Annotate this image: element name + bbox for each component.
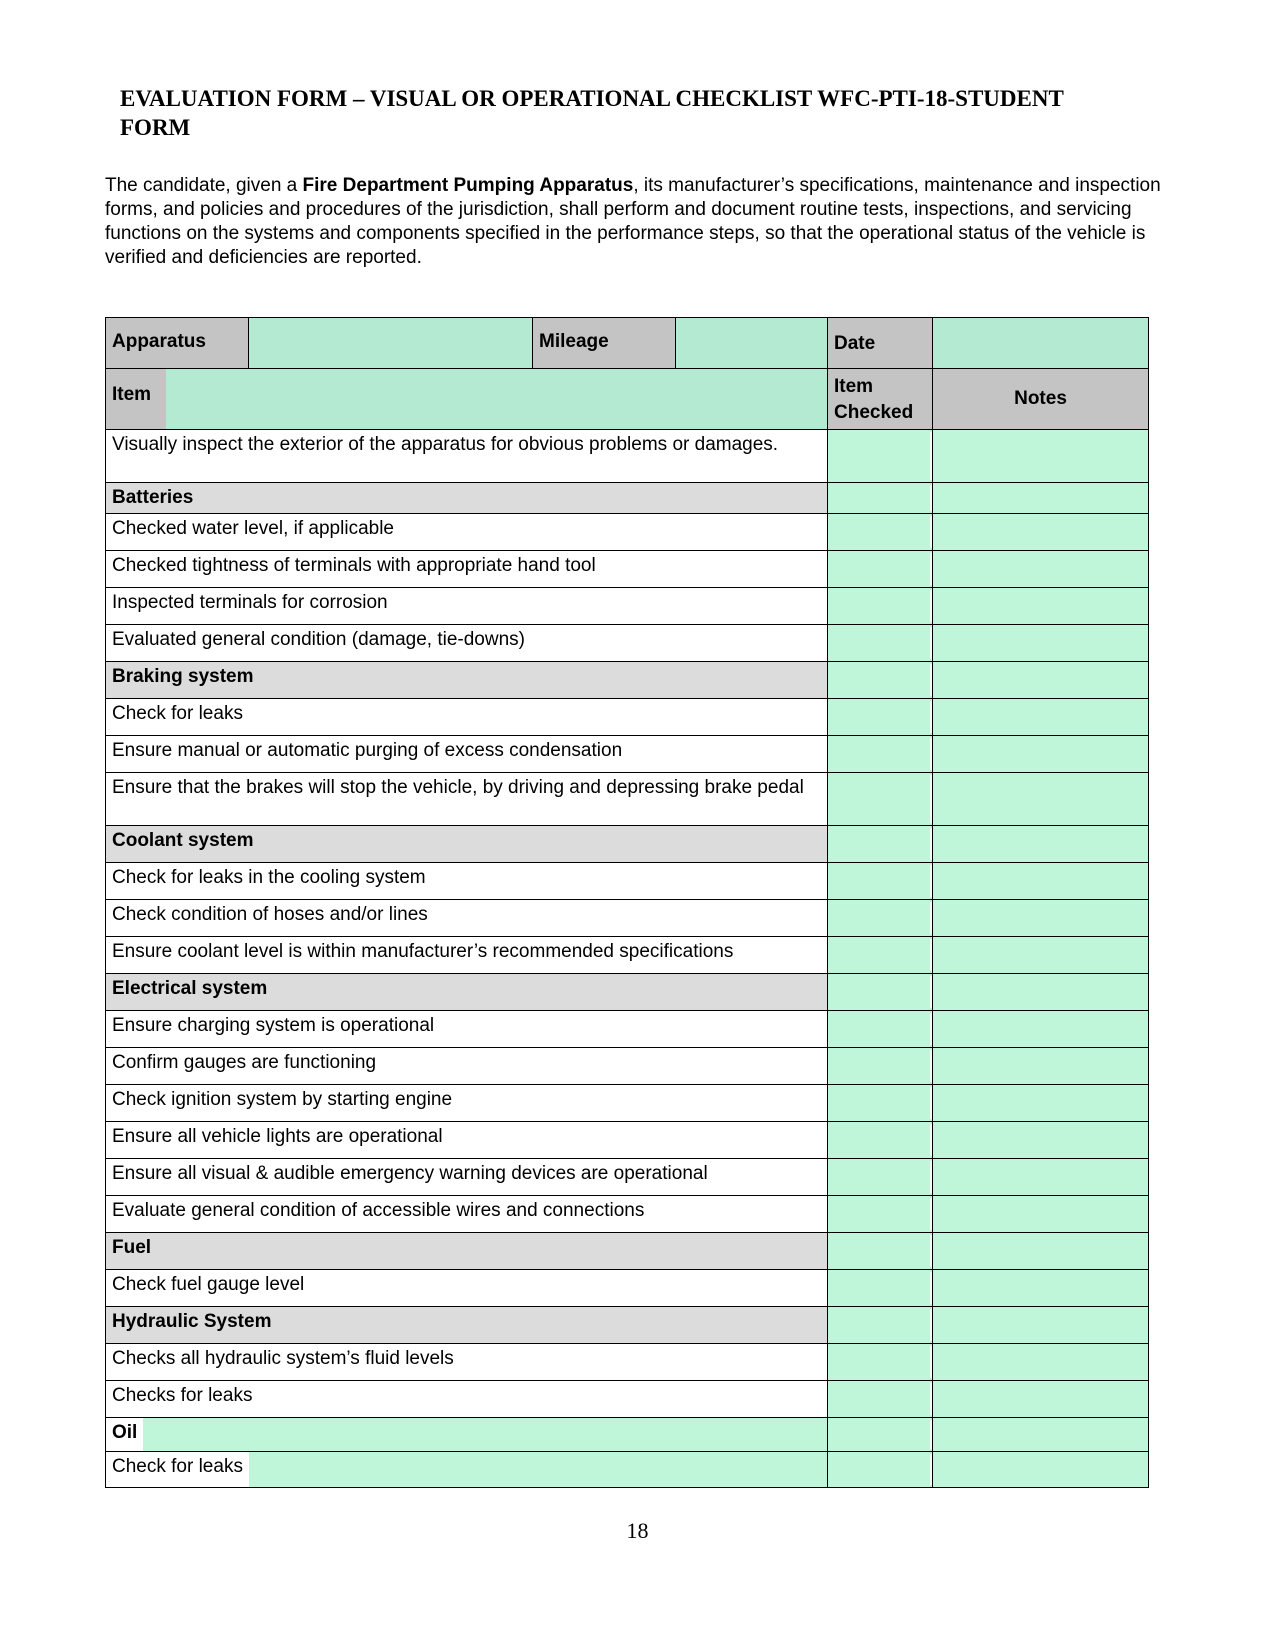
table-row — [106, 900, 1148, 937]
item-checked-field[interactable] — [828, 1233, 933, 1269]
notes-field[interactable] — [933, 551, 1148, 587]
table-row — [106, 699, 1148, 736]
section-title: Coolant system — [106, 826, 828, 862]
table-row — [106, 1085, 1148, 1122]
section-row — [106, 974, 1148, 1011]
mileage-label: Mileage — [533, 318, 676, 368]
page-number: 18 — [626, 1518, 649, 1543]
item-text: Check fuel gauge level — [106, 1270, 828, 1306]
item-checked-field[interactable] — [828, 1418, 933, 1451]
section-row — [106, 483, 1148, 514]
item-text: Ensure all visual & audible emergency warning devices are operational — [106, 1159, 828, 1195]
notes-field[interactable] — [933, 1011, 1148, 1047]
item-text: Oil — [112, 1422, 138, 1443]
item-header-field[interactable] — [166, 369, 828, 429]
item-checked-field[interactable] — [828, 937, 933, 973]
item-checked-field[interactable] — [828, 430, 933, 482]
table-row — [106, 514, 1148, 551]
item-checked-field[interactable] — [828, 588, 933, 624]
table-row — [106, 551, 1148, 588]
section-row — [106, 1418, 1148, 1452]
item-column-label: Item — [106, 369, 166, 429]
notes-field[interactable] — [933, 1344, 1148, 1380]
item-text: Ensure charging system is operational — [106, 1011, 828, 1047]
mileage-field[interactable] — [676, 318, 828, 368]
section-title: Braking system — [106, 662, 828, 698]
date-field[interactable] — [933, 318, 1148, 368]
notes-field[interactable] — [933, 430, 1148, 482]
item-checked-field[interactable] — [828, 483, 933, 513]
section-title: Hydraulic System — [106, 1307, 828, 1343]
section-row — [106, 1307, 1148, 1344]
date-label: Date — [828, 318, 933, 368]
item-cell — [106, 1418, 828, 1451]
item-checked-field[interactable] — [828, 1011, 933, 1047]
notes-field[interactable] — [933, 514, 1148, 550]
table-row — [106, 430, 1148, 483]
item-checked-field[interactable] — [828, 1085, 933, 1121]
table-row — [106, 1048, 1148, 1085]
item-text: Evaluate general condition of accessible wires and connections — [106, 1196, 828, 1232]
item-checked-field[interactable] — [828, 1344, 933, 1380]
table-row — [106, 625, 1148, 662]
notes-field[interactable] — [933, 736, 1148, 772]
notes-field[interactable] — [933, 863, 1148, 899]
item-checked-field[interactable] — [828, 514, 933, 550]
header-row-columns — [106, 369, 1148, 430]
item-checked-field[interactable] — [828, 625, 933, 661]
item-text: Inspected terminals for corrosion — [106, 588, 828, 624]
table-row — [106, 863, 1148, 900]
table-row — [106, 1270, 1148, 1307]
table-row — [106, 1452, 1148, 1487]
table-row — [106, 588, 1148, 625]
section-title: Batteries — [106, 483, 828, 513]
item-text: Checks all hydraulic system’s fluid levels — [106, 1344, 828, 1380]
item-input-field[interactable] — [143, 1418, 827, 1451]
apparatus-label: Apparatus — [106, 318, 249, 368]
item-checked-column-label: Item Checked — [828, 369, 933, 429]
item-checked-field[interactable] — [828, 1048, 933, 1084]
item-checked-field[interactable] — [828, 974, 933, 1010]
table-row — [106, 1122, 1148, 1159]
form-title: EVALUATION FORM – VISUAL OR OPERATIONAL CHECKLIST WFC-PTI-18-STUDENT FORM — [120, 86, 1064, 140]
table-row — [106, 1011, 1148, 1048]
notes-field[interactable] — [933, 483, 1148, 513]
item-checked-field[interactable] — [828, 1159, 933, 1195]
section-title: Fuel — [106, 1233, 828, 1269]
table-row — [106, 1381, 1148, 1418]
item-checked-field[interactable] — [828, 773, 933, 825]
notes-field[interactable] — [933, 826, 1148, 862]
checklist-rows — [106, 430, 1148, 1487]
notes-field[interactable] — [933, 974, 1148, 1010]
item-text: Confirm gauges are functioning — [106, 1048, 828, 1084]
item-checked-field[interactable] — [828, 736, 933, 772]
table-row — [106, 937, 1148, 974]
item-text: Checked tightness of terminals with appropriate hand tool — [106, 551, 828, 587]
intro-text-after: , its manufacturer’s specifications, maintenance and inspection forms, and policies and procedures of the jurisdiction, shall perform and document routine tests, inspections, and servicing functions on the systems and components specified in the performance steps, so that the operational status of the vehicle is verified and deficiencies are reported. — [105, 175, 1161, 268]
item-checked-field[interactable] — [828, 699, 933, 735]
notes-field[interactable] — [933, 1159, 1148, 1195]
item-checked-field[interactable] — [828, 826, 933, 862]
table-row — [106, 1159, 1148, 1196]
item-text: Evaluated general condition (damage, tie-downs) — [106, 625, 828, 661]
notes-field[interactable] — [933, 1085, 1148, 1121]
notes-field[interactable] — [933, 699, 1148, 735]
item-text: Ensure manual or automatic purging of excess condensation — [106, 736, 828, 772]
notes-field[interactable] — [933, 1048, 1148, 1084]
notes-field[interactable] — [933, 1381, 1148, 1417]
apparatus-field[interactable] — [249, 318, 533, 368]
notes-field[interactable] — [933, 625, 1148, 661]
item-text: Checked water level, if applicable — [106, 514, 828, 550]
section-row — [106, 662, 1148, 699]
notes-field[interactable] — [933, 1307, 1148, 1343]
item-checked-field[interactable] — [828, 900, 933, 936]
section-title: Electrical system — [106, 974, 828, 1010]
table-row — [106, 773, 1148, 826]
item-text: Check condition of hoses and/or lines — [106, 900, 828, 936]
item-checked-field[interactable] — [828, 1122, 933, 1158]
item-checked-field[interactable] — [828, 863, 933, 899]
item-checked-field[interactable] — [828, 662, 933, 698]
item-text: Checks for leaks — [106, 1381, 828, 1417]
section-row — [106, 1233, 1148, 1270]
notes-field[interactable] — [933, 1196, 1148, 1232]
intro-text-before: The candidate, given a — [105, 175, 303, 196]
item-text: Visually inspect the exterior of the apparatus for obvious problems or damages. — [106, 430, 828, 482]
notes-field[interactable] — [933, 662, 1148, 698]
item-checked-field[interactable] — [828, 551, 933, 587]
notes-field[interactable] — [933, 588, 1148, 624]
item-checked-field[interactable] — [828, 1270, 933, 1306]
notes-field[interactable] — [933, 1418, 1148, 1451]
item-input-field[interactable] — [249, 1452, 827, 1487]
checklist-table — [105, 317, 1149, 1488]
notes-field[interactable] — [933, 773, 1148, 825]
item-text: Check for leaks — [112, 1456, 243, 1477]
item-checked-field[interactable] — [828, 1381, 933, 1417]
item-text: Ensure that the brakes will stop the vehicle, by driving and depressing brake pedal — [106, 773, 828, 825]
item-checked-field[interactable] — [828, 1307, 933, 1343]
item-text: Check ignition system by starting engine — [106, 1085, 828, 1121]
notes-field[interactable] — [933, 1270, 1148, 1306]
item-text: Check for leaks in the cooling system — [106, 863, 828, 899]
notes-field[interactable] — [933, 1122, 1148, 1158]
item-text: Ensure all vehicle lights are operational — [106, 1122, 828, 1158]
notes-field[interactable] — [933, 900, 1148, 936]
table-row — [106, 736, 1148, 773]
notes-field[interactable] — [933, 1233, 1148, 1269]
intro-paragraph — [105, 174, 1165, 270]
item-checked-field[interactable] — [828, 1452, 933, 1487]
header-row-apparatus — [106, 318, 1148, 369]
notes-column-label: Notes — [933, 369, 1148, 429]
intro-bold-apparatus: Fire Department Pumping Apparatus — [302, 175, 634, 196]
section-row — [106, 826, 1148, 863]
notes-field[interactable] — [933, 1452, 1148, 1487]
item-checked-field[interactable] — [828, 1196, 933, 1232]
item-cell — [106, 1452, 828, 1487]
table-row — [106, 1196, 1148, 1233]
item-text: Check for leaks — [106, 699, 828, 735]
notes-field[interactable] — [933, 937, 1148, 973]
table-row — [106, 1344, 1148, 1381]
item-text: Ensure coolant level is within manufacturer’s recommended specifications — [106, 937, 828, 973]
